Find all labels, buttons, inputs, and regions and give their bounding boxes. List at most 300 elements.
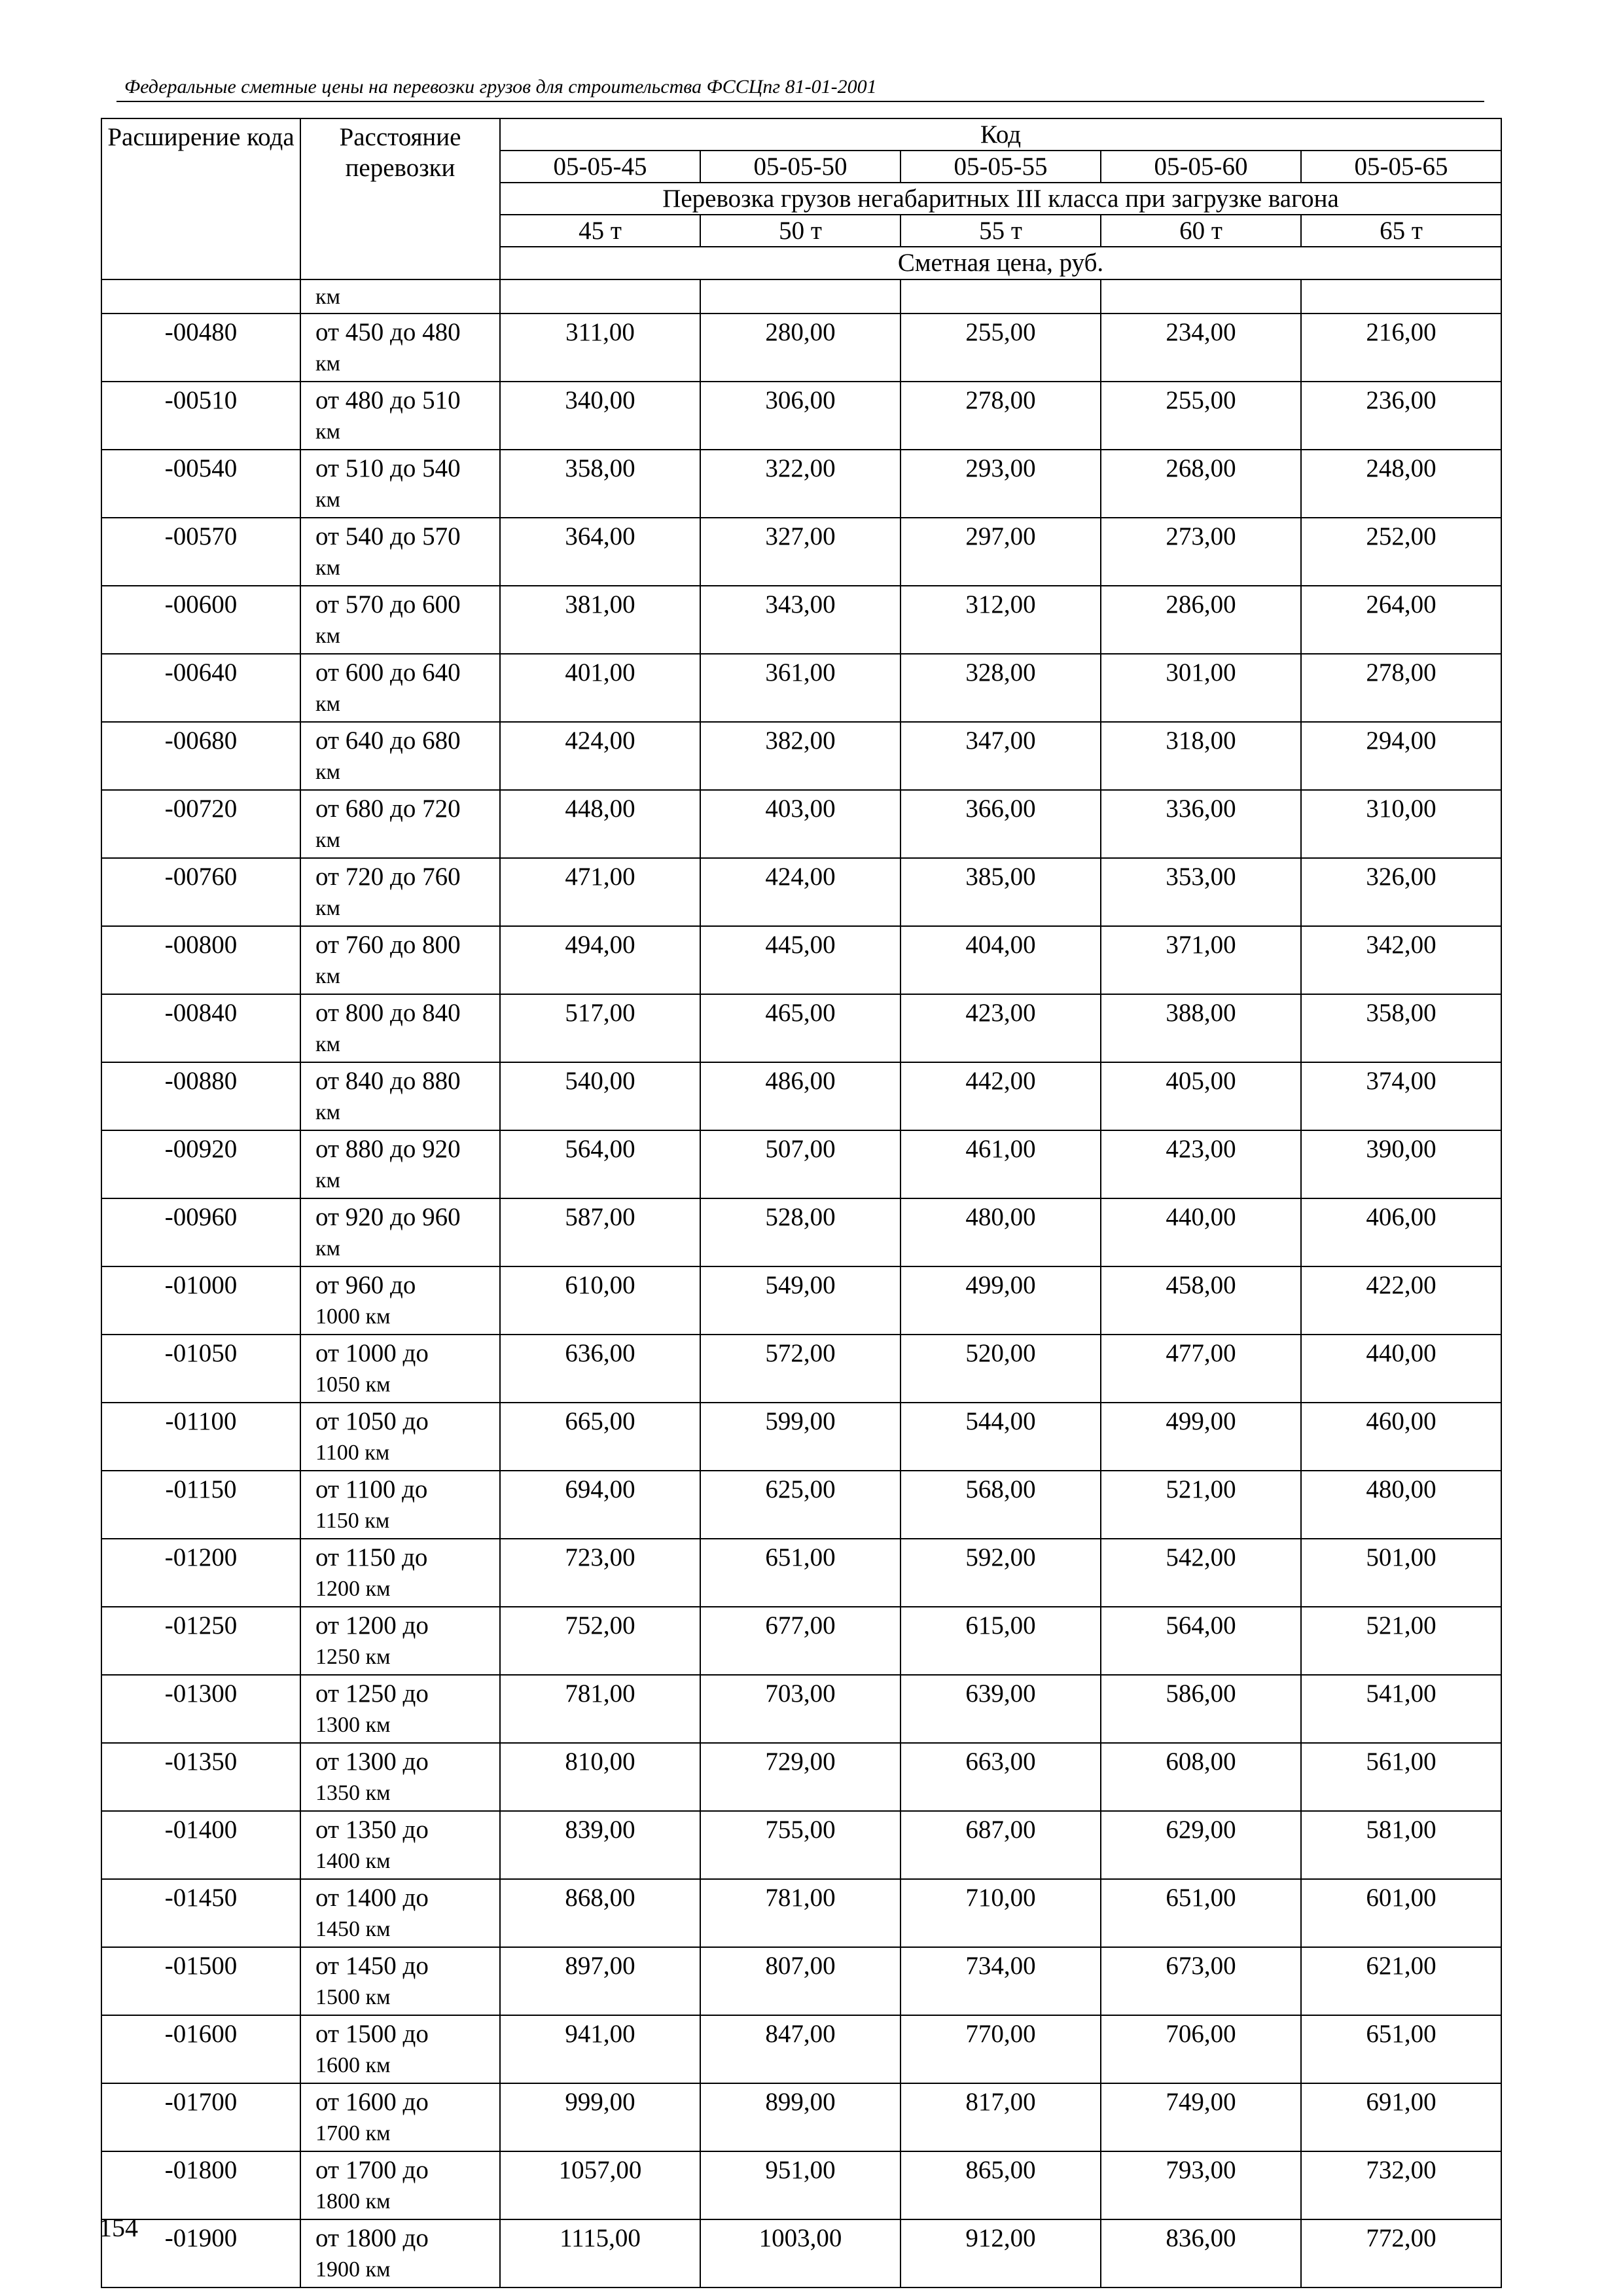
price-value: 734,00 <box>901 1947 1101 2015</box>
price-value: 423,00 <box>1101 1130 1301 1198</box>
price-value: 541,00 <box>1301 1675 1501 1743</box>
distance-cell <box>300 1675 500 1743</box>
price-value: 572,00 <box>700 1335 901 1403</box>
price-value: 564,00 <box>500 1130 700 1198</box>
load-header: 50 т <box>700 215 901 247</box>
distance-unit: 1800 км <box>315 2189 391 2214</box>
price-value: 268,00 <box>1101 450 1301 518</box>
distance-cell <box>300 1607 500 1675</box>
distance-cell <box>300 2219 500 2287</box>
extension-code: -00510 <box>101 382 300 450</box>
distance-unit: 1400 км <box>315 1849 391 1873</box>
price-value: 608,00 <box>1101 1743 1301 1811</box>
table-row <box>101 1062 1501 1130</box>
distance-unit: км <box>315 420 341 444</box>
distance-range: от 1050 до <box>315 1407 429 1435</box>
price-value: 703,00 <box>700 1675 901 1743</box>
leading-fragment: км <box>315 285 341 309</box>
price-value: 517,00 <box>500 994 700 1062</box>
price-value: 694,00 <box>500 1471 700 1539</box>
distance-range: от 1300 до <box>315 1748 429 1776</box>
distance-cell <box>300 790 500 858</box>
price-value: 540,00 <box>500 1062 700 1130</box>
price-value: 592,00 <box>901 1539 1101 1607</box>
price-value: 374,00 <box>1301 1062 1501 1130</box>
distance-unit: 1000 км <box>315 1304 391 1329</box>
code-header: 05-05-55 <box>901 151 1101 183</box>
extension-code: -00600 <box>101 586 300 654</box>
table-row <box>101 722 1501 790</box>
distance-range: от 840 до 880 <box>315 1067 461 1095</box>
extension-code: -00920 <box>101 1130 300 1198</box>
distance-cell <box>300 586 500 654</box>
distance-unit: км <box>315 692 341 716</box>
extension-code: -00720 <box>101 790 300 858</box>
table-row <box>101 2015 1501 2083</box>
distance-range: от 680 до 720 <box>315 795 461 823</box>
distance-cell <box>300 994 500 1062</box>
distance-range: от 760 до 800 <box>315 931 461 959</box>
distance-unit: 1200 км <box>315 1577 391 1601</box>
price-value: 445,00 <box>700 926 901 994</box>
price-value: 448,00 <box>500 790 700 858</box>
price-value: 1115,00 <box>500 2219 700 2287</box>
distance-range: от 480 до 510 <box>315 386 461 414</box>
load-header: 55 т <box>901 215 1101 247</box>
extension-code: -01900 <box>101 2219 300 2287</box>
table-row <box>101 1198 1501 1266</box>
table-row <box>101 1947 1501 2015</box>
price-value: 403,00 <box>700 790 901 858</box>
price-value: 264,00 <box>1301 586 1501 654</box>
price-value: 440,00 <box>1301 1335 1501 1403</box>
price-value: 423,00 <box>901 994 1101 1062</box>
extension-code: -00480 <box>101 314 300 382</box>
table-row <box>101 1675 1501 1743</box>
distance-range: от 800 до 840 <box>315 999 461 1027</box>
extension-header: Расширение кода <box>107 123 294 151</box>
price-value: 442,00 <box>901 1062 1101 1130</box>
distance-header: Расстояние перевозки <box>339 123 461 182</box>
distance-range: от 920 до 960 <box>315 1203 461 1231</box>
price-value: 499,00 <box>901 1266 1101 1335</box>
price-value: 636,00 <box>500 1335 700 1403</box>
price-value: 629,00 <box>1101 1811 1301 1879</box>
price-value: 621,00 <box>1301 1947 1501 2015</box>
price-value: 723,00 <box>500 1539 700 1607</box>
price-value: 651,00 <box>1101 1879 1301 1947</box>
price-value: 665,00 <box>500 1403 700 1471</box>
load-header: 65 т <box>1301 215 1501 247</box>
distance-range: от 1500 до <box>315 2020 429 2048</box>
code-header: 05-05-60 <box>1101 151 1301 183</box>
price-value: 749,00 <box>1101 2083 1301 2151</box>
table-row <box>101 2083 1501 2151</box>
table-row <box>101 1607 1501 1675</box>
price-value: 405,00 <box>1101 1062 1301 1130</box>
price-value: 273,00 <box>1101 518 1301 586</box>
price-value: 601,00 <box>1301 1879 1501 1947</box>
price-value: 755,00 <box>700 1811 901 1879</box>
distance-range: от 960 до <box>315 1271 416 1299</box>
price-value: 343,00 <box>700 586 901 654</box>
distance-cell <box>300 926 500 994</box>
price-value: 458,00 <box>1101 1266 1301 1335</box>
price-value: 501,00 <box>1301 1539 1501 1607</box>
price-value: 847,00 <box>700 2015 901 2083</box>
extension-code: -01300 <box>101 1675 300 1743</box>
price-value: 651,00 <box>700 1539 901 1607</box>
price-value: 310,00 <box>1301 790 1501 858</box>
distance-cell <box>300 450 500 518</box>
price-value: 710,00 <box>901 1879 1101 1947</box>
table-body <box>101 279 1501 2287</box>
price-value: 568,00 <box>901 1471 1101 1539</box>
price-value: 440,00 <box>1101 1198 1301 1266</box>
price-value: 912,00 <box>901 2219 1101 2287</box>
extension-code: -01000 <box>101 1266 300 1335</box>
price-value: 278,00 <box>901 382 1101 450</box>
distance-unit: км <box>315 488 341 512</box>
price-value: 494,00 <box>500 926 700 994</box>
price-value: 353,00 <box>1101 858 1301 926</box>
distance-range: от 1150 до <box>315 1543 428 1571</box>
price-value: 544,00 <box>901 1403 1101 1471</box>
price-table <box>101 118 1502 2288</box>
table-row <box>101 314 1501 382</box>
price-value: 521,00 <box>1301 1607 1501 1675</box>
distance-range: от 570 до 600 <box>315 590 461 619</box>
distance-unit: 1250 км <box>315 1645 391 1669</box>
price-value: 549,00 <box>700 1266 901 1335</box>
price-value: 465,00 <box>700 994 901 1062</box>
extension-code: -01700 <box>101 2083 300 2151</box>
table-row <box>101 1471 1501 1539</box>
price-value: 486,00 <box>700 1062 901 1130</box>
distance-cell <box>300 654 500 722</box>
price-value: 868,00 <box>500 1879 700 1947</box>
price-value: 311,00 <box>500 314 700 382</box>
price-value: 586,00 <box>1101 1675 1301 1743</box>
price-value: 424,00 <box>500 722 700 790</box>
price-value: 278,00 <box>1301 654 1501 722</box>
price-value: 477,00 <box>1101 1335 1301 1403</box>
price-value: 381,00 <box>500 586 700 654</box>
price-value: 564,00 <box>1101 1607 1301 1675</box>
distance-unit: км <box>315 828 341 852</box>
price-value: 301,00 <box>1101 654 1301 722</box>
table-row <box>101 450 1501 518</box>
price-value: 836,00 <box>1101 2219 1301 2287</box>
table-row <box>101 1879 1501 1947</box>
price-value: 528,00 <box>700 1198 901 1266</box>
extension-code: -01600 <box>101 2015 300 2083</box>
extension-code: -01450 <box>101 1879 300 1947</box>
distance-cell <box>300 1062 500 1130</box>
price-value: 255,00 <box>1101 382 1301 450</box>
code-group-header: Код <box>500 118 1501 151</box>
price-value: 561,00 <box>1301 1743 1501 1811</box>
price-value: 371,00 <box>1101 926 1301 994</box>
price-value: 401,00 <box>500 654 700 722</box>
distance-cell <box>300 1743 500 1811</box>
distance-range: от 720 до 760 <box>315 863 461 891</box>
distance-range: от 1100 до <box>315 1475 428 1503</box>
price-value: 499,00 <box>1101 1403 1301 1471</box>
price-value: 839,00 <box>500 1811 700 1879</box>
price-value: 342,00 <box>1301 926 1501 994</box>
distance-range: от 880 до 920 <box>315 1135 461 1163</box>
distance-header-cell <box>300 118 500 279</box>
price-value: 388,00 <box>1101 994 1301 1062</box>
table-row <box>101 654 1501 722</box>
table-row <box>101 1266 1501 1335</box>
distance-range: от 1000 до <box>315 1339 429 1367</box>
price-value: 297,00 <box>901 518 1101 586</box>
price-value: 336,00 <box>1101 790 1301 858</box>
price-value: 248,00 <box>1301 450 1501 518</box>
price-value: 899,00 <box>700 2083 901 2151</box>
extension-code: -00680 <box>101 722 300 790</box>
price-value: 255,00 <box>901 314 1101 382</box>
distance-unit: км <box>315 1100 341 1124</box>
price-value: 293,00 <box>901 450 1101 518</box>
price-value: 520,00 <box>901 1335 1101 1403</box>
price-value: 732,00 <box>1301 2151 1501 2219</box>
price-value: 677,00 <box>700 1607 901 1675</box>
price-value: 286,00 <box>1101 586 1301 654</box>
price-value: 542,00 <box>1101 1539 1301 1607</box>
distance-cell <box>300 1335 500 1403</box>
distance-cell <box>300 1539 500 1607</box>
price-value: 364,00 <box>500 518 700 586</box>
price-value: 691,00 <box>1301 2083 1501 2151</box>
extension-code: -00640 <box>101 654 300 722</box>
distance-range: от 600 до 640 <box>315 658 461 687</box>
distance-cell <box>300 1947 500 2015</box>
extension-code: -00540 <box>101 450 300 518</box>
price-value: 610,00 <box>500 1266 700 1335</box>
distance-range: от 1350 до <box>315 1816 429 1844</box>
table-row <box>101 382 1501 450</box>
table-row <box>101 1811 1501 1879</box>
price-value: 280,00 <box>700 314 901 382</box>
price-value: 941,00 <box>500 2015 700 2083</box>
distance-range: от 510 до 540 <box>315 454 461 482</box>
price-value: 358,00 <box>1301 994 1501 1062</box>
price-header: Сметная цена, руб. <box>500 247 1501 279</box>
distance-cell <box>300 2083 500 2151</box>
load-header: 45 т <box>500 215 700 247</box>
distance-cell <box>300 722 500 790</box>
price-value: 729,00 <box>700 1743 901 1811</box>
price-value: 687,00 <box>901 1811 1101 1879</box>
distance-cell <box>300 1198 500 1266</box>
price-value: 587,00 <box>500 1198 700 1266</box>
distance-unit: 1100 км <box>315 1441 390 1465</box>
price-value: 706,00 <box>1101 2015 1301 2083</box>
extension-code: -01250 <box>101 1607 300 1675</box>
price-value: 424,00 <box>700 858 901 926</box>
distance-range: от 1450 до <box>315 1952 429 1980</box>
table-row <box>101 1539 1501 1607</box>
leading-fragment-row <box>101 279 1501 314</box>
price-value: 581,00 <box>1301 1811 1501 1879</box>
header-rule <box>116 101 1484 102</box>
price-value: 772,00 <box>1301 2219 1501 2287</box>
price-value: 460,00 <box>1301 1403 1501 1471</box>
extension-code: -01500 <box>101 1947 300 2015</box>
distance-unit: км <box>315 351 341 376</box>
price-value: 328,00 <box>901 654 1101 722</box>
extension-code: -01200 <box>101 1539 300 1607</box>
extension-code: -00880 <box>101 1062 300 1130</box>
code-header: 05-05-50 <box>700 151 901 183</box>
table-row <box>101 1335 1501 1403</box>
price-value: 236,00 <box>1301 382 1501 450</box>
price-value: 663,00 <box>901 1743 1101 1811</box>
distance-cell <box>300 314 500 382</box>
distance-range: от 450 до 480 <box>315 318 461 346</box>
distance-cell <box>300 1266 500 1335</box>
distance-unit: 1600 км <box>315 2053 391 2077</box>
extension-code: -00800 <box>101 926 300 994</box>
extension-code: -01150 <box>101 1471 300 1539</box>
extension-code: -00760 <box>101 858 300 926</box>
distance-cell <box>300 1403 500 1471</box>
distance-unit: 1900 км <box>315 2257 391 2282</box>
price-value: 1003,00 <box>700 2219 901 2287</box>
extension-code: -00570 <box>101 518 300 586</box>
distance-unit: 1450 км <box>315 1917 391 1941</box>
price-value: 639,00 <box>901 1675 1101 1743</box>
distance-unit: км <box>315 896 341 920</box>
price-value: 366,00 <box>901 790 1101 858</box>
price-value: 793,00 <box>1101 2151 1301 2219</box>
price-value: 252,00 <box>1301 518 1501 586</box>
distance-cell <box>300 2015 500 2083</box>
distance-unit: 1150 км <box>315 1509 390 1533</box>
table-row <box>101 518 1501 586</box>
distance-unit: 1300 км <box>315 1713 391 1737</box>
table-row <box>101 1403 1501 1471</box>
price-value: 897,00 <box>500 1947 700 2015</box>
price-value: 216,00 <box>1301 314 1501 382</box>
price-value: 599,00 <box>700 1403 901 1471</box>
table-header <box>101 118 1501 279</box>
price-value: 318,00 <box>1101 722 1301 790</box>
distance-unit: км <box>315 556 341 580</box>
price-value: 404,00 <box>901 926 1101 994</box>
price-value: 673,00 <box>1101 1947 1301 2015</box>
price-value: 322,00 <box>700 450 901 518</box>
price-value: 521,00 <box>1101 1471 1301 1539</box>
price-value: 770,00 <box>901 2015 1101 2083</box>
price-value: 327,00 <box>700 518 901 586</box>
price-value: 406,00 <box>1301 1198 1501 1266</box>
table-row <box>101 926 1501 994</box>
price-value: 817,00 <box>901 2083 1101 2151</box>
distance-cell <box>300 2151 500 2219</box>
price-value: 326,00 <box>1301 858 1501 926</box>
distance-unit: км <box>315 964 341 988</box>
price-value: 312,00 <box>901 586 1101 654</box>
price-value: 615,00 <box>901 1607 1101 1675</box>
distance-range: от 1700 до <box>315 2156 429 2184</box>
table-row <box>101 2219 1501 2287</box>
distance-cell <box>300 858 500 926</box>
extension-code: -01400 <box>101 1811 300 1879</box>
distance-cell <box>300 1811 500 1879</box>
distance-unit: 1700 км <box>315 2121 391 2145</box>
code-header: 05-05-65 <box>1301 151 1501 183</box>
distance-cell <box>300 1879 500 1947</box>
cargo-header: Перевозка грузов негабаритных III класса при загрузке вагона <box>500 183 1501 215</box>
distance-unit: км <box>315 624 341 648</box>
distance-range: от 1400 до <box>315 1884 429 1912</box>
extension-code: -01050 <box>101 1335 300 1403</box>
price-value: 781,00 <box>500 1675 700 1743</box>
price-value: 385,00 <box>901 858 1101 926</box>
table-row <box>101 2151 1501 2219</box>
price-value: 361,00 <box>700 654 901 722</box>
distance-cell <box>300 518 500 586</box>
price-value: 358,00 <box>500 450 700 518</box>
extension-code: -01100 <box>101 1403 300 1471</box>
distance-cell <box>300 382 500 450</box>
distance-range: от 1800 до <box>315 2224 429 2252</box>
price-value: 507,00 <box>700 1130 901 1198</box>
table-row <box>101 858 1501 926</box>
price-value: 306,00 <box>700 382 901 450</box>
page-number: 154 <box>99 2213 138 2242</box>
price-value: 810,00 <box>500 1743 700 1811</box>
code-header: 05-05-45 <box>500 151 700 183</box>
price-value: 1057,00 <box>500 2151 700 2219</box>
load-header: 60 т <box>1101 215 1301 247</box>
price-value: 865,00 <box>901 2151 1101 2219</box>
price-value: 480,00 <box>1301 1471 1501 1539</box>
distance-cell <box>300 1130 500 1198</box>
extension-code: -00840 <box>101 994 300 1062</box>
distance-unit: 1350 км <box>315 1781 391 1805</box>
distance-range: от 640 до 680 <box>315 726 461 755</box>
table-row <box>101 1130 1501 1198</box>
distance-cell <box>300 1471 500 1539</box>
table-row <box>101 994 1501 1062</box>
table-row <box>101 790 1501 858</box>
price-value: 781,00 <box>700 1879 901 1947</box>
price-value: 294,00 <box>1301 722 1501 790</box>
extension-code: -00960 <box>101 1198 300 1266</box>
price-value: 340,00 <box>500 382 700 450</box>
distance-range: от 1200 до <box>315 1611 429 1640</box>
running-header: Федеральные сметные цены на перевозки грузов для строительства ФССЦпг 81-01-2001 <box>124 76 877 98</box>
distance-unit: км <box>315 1032 341 1056</box>
distance-range: от 1250 до <box>315 1679 429 1708</box>
distance-unit: 1050 км <box>315 1372 391 1397</box>
price-value: 461,00 <box>901 1130 1101 1198</box>
table-row <box>101 586 1501 654</box>
price-value: 382,00 <box>700 722 901 790</box>
price-value: 480,00 <box>901 1198 1101 1266</box>
price-value: 234,00 <box>1101 314 1301 382</box>
extension-header-cell <box>101 118 300 279</box>
table-row <box>101 1743 1501 1811</box>
price-value: 471,00 <box>500 858 700 926</box>
price-value: 752,00 <box>500 1607 700 1675</box>
price-value: 807,00 <box>700 1947 901 2015</box>
